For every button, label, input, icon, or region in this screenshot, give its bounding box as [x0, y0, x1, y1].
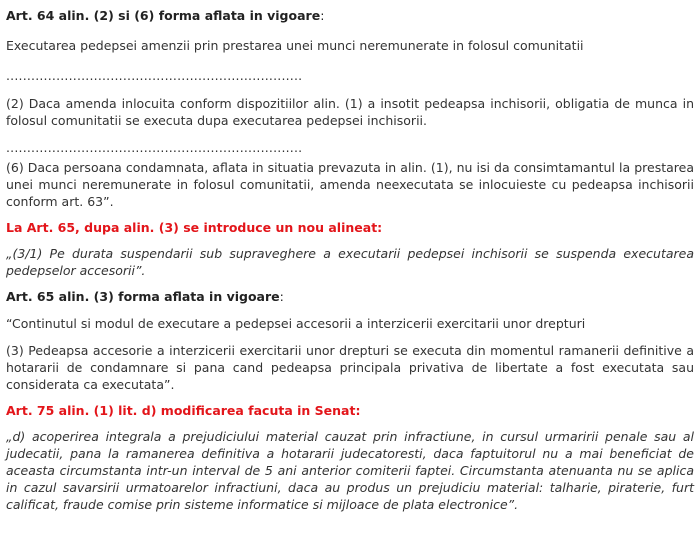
heading-art-75: [6, 402, 694, 419]
heading-art-64: [6, 7, 694, 24]
ellipsis-separator: .......................................................................: [6, 140, 303, 155]
paragraph-executarea: Executarea pedepsei amenzii prin prestarea unei munci neremunerate in folosul comunitatii: [6, 38, 584, 53]
paragraph-alin-3: (3) Pedeapsa accesorie a interzicerii exercitarii unor drepturi se executa din momentul ramanerii definitive a hotararii de condamnare si pana cand pedeapsa principala privativa de libertate a fost executata sau considerata ca executata”.: [6, 343, 694, 392]
heading-colon: :: [279, 289, 284, 304]
paragraph-lit-d: „d) acoperirea integrala a prejudiciului material cauzat prin infractiune, in cursul urmaririi penale sau al judecatii, pana la ramanerea definitiva a hotararii judecatoresti, daca faptuitorul nu a mai beneficiat de aceasta circumstanta intr-un interval de 5 ani anterior comiterii faptei. Circumstanta atenuanta nu se aplica in cazul savarsirii urmatoarelor infractiuni, daca au produs un prejudiciu material: talharie, piraterie, furt calificat, fraude comise prin sisteme informatice si mijloace de plata electronice”.: [6, 429, 694, 512]
paragraph-continutul: “Continutul si modul de executare a pedepsei accesorii a interzicerii exercitarii unor drepturi: [6, 316, 586, 331]
heading-colon: :: [320, 8, 325, 23]
heading-text: Art. 65 alin. (3) forma aflata in vigoare: [6, 289, 280, 304]
heading-text: Art. 75 alin. (1) lit. d) modificarea facuta in Senat: [6, 403, 356, 418]
paragraph-alin-3-1: „(3/1) Pe durata suspendarii sub supraveghere a executarii pedepsei inchisorii se suspenda executarea pedepselor accesorii”.: [6, 246, 694, 278]
heading-art-65-new: [6, 219, 694, 236]
heading-text: Art. 64 alin. (2) si (6) forma aflata in vigoare: [6, 8, 321, 23]
heading-colon: :: [377, 220, 383, 235]
heading-text: La Art. 65, dupa alin. (3) se introduce un nou alineat: [6, 220, 378, 235]
heading-art-65: [6, 288, 694, 305]
paragraph-alin-2: (2) Daca amenda inlocuita conform dispozitiilor alin. (1) a insotit pedeapsa inchisorii, obligatia de munca in folosul comunitatii se executa dupa executarea pedepsei inchisorii.: [6, 96, 694, 128]
paragraph-alin-6: (6) Daca persoana condamnata, aflata in situatia prevazuta in alin. (1), nu isi da consimtamantul la prestarea unei munci neremunerate in folosul comunitatii, amenda neexecutata se inlocuieste cu pedeapsa inchisorii conform art. 63”.: [6, 160, 694, 209]
heading-colon: :: [355, 403, 361, 418]
ellipsis-separator: .......................................................................: [6, 68, 303, 83]
